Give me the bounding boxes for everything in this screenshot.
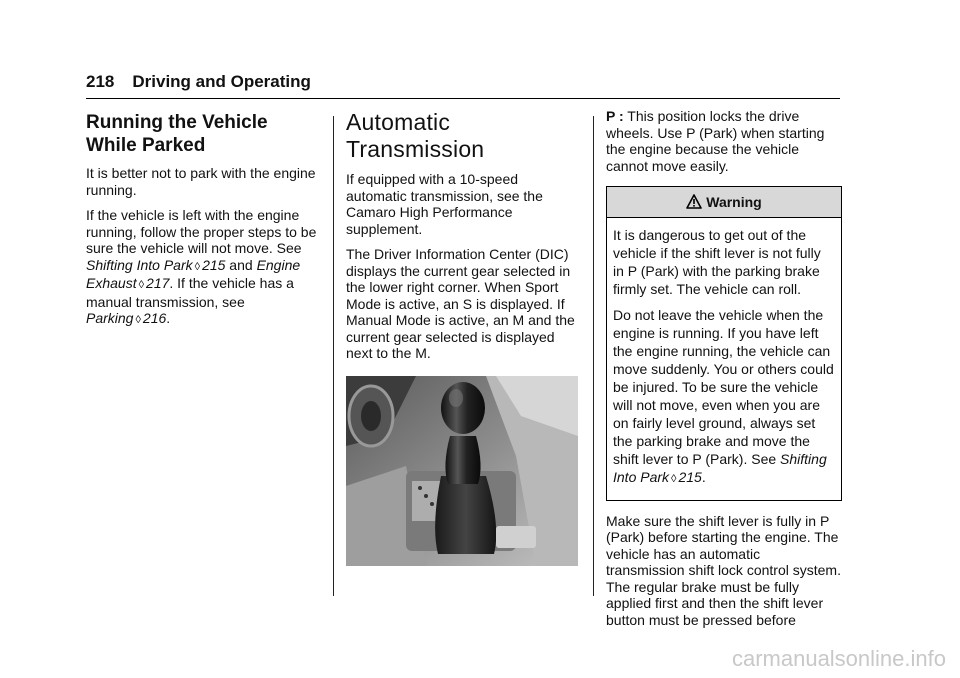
paragraph — [606, 108, 842, 174]
text: This position locks the drive wheels. Use P (Park) when starting the engine because the vehicle cannot move easily. — [606, 108, 825, 174]
paragraph — [86, 207, 322, 329]
column-2 — [346, 108, 582, 566]
text: and — [225, 256, 257, 273]
page-ref-arrow-icon: ◊ — [194, 260, 201, 273]
page-ref-arrow-icon: ◊ — [671, 472, 677, 485]
heading-automatic-transmission: Automatic Transmission — [346, 109, 485, 162]
text: . — [701, 468, 706, 485]
text: Do not leave the vehicle when the engine is running. If you have left the engine running, the vehicle can move suddenly. You or others could be injured. To be sure the vehicle will not move, even when you are on fairly level ground, always set the parking brake and move the shift lever to P (Park). See — [613, 306, 834, 467]
column-divider-1 — [333, 116, 334, 596]
warning-box — [606, 186, 842, 501]
ref-page[interactable]: 216 — [142, 310, 167, 326]
shift-lever-photo — [346, 376, 578, 566]
warning-paragraph — [613, 306, 835, 488]
ref-page[interactable]: 215 — [678, 468, 702, 485]
page-number: 218 — [86, 72, 115, 91]
warning-triangle-icon — [686, 194, 702, 209]
paragraph: It is better not to park with the engine running. — [86, 165, 316, 198]
page-ref-arrow-icon: ◊ — [138, 279, 145, 291]
ref-link-shifting-into-park[interactable]: Shifting Into Park — [86, 256, 193, 273]
ref-page[interactable]: 215 — [202, 256, 226, 273]
warning-paragraph: It is dangerous to get out of the vehicle if the shift lever is not fully in P (Park) with the parking brake firmly set. The vehicle can roll. — [613, 226, 821, 297]
text: . — [166, 310, 171, 326]
paragraph: The Driver Information Center (DIC) displays the current gear selected in the lower right corner. When Sport Mode is active, an S is displayed. If Manual Mode is active, an M and the current gear selected is displayed next to the M. — [346, 246, 575, 361]
text: . If the vehicle has a manual transmission, see — [86, 275, 294, 310]
text: If the vehicle is left with the engine running, follow the proper steps to be sure the vehicle will not move. See — [86, 207, 317, 256]
page-ref-arrow-icon: ◊ — [135, 314, 141, 326]
column-1 — [86, 108, 322, 338]
warning-header — [607, 187, 841, 218]
ref-page[interactable]: 217 — [146, 275, 170, 291]
header-rule — [86, 98, 840, 99]
gear-label-p: P : — [606, 108, 624, 124]
warning-body — [607, 218, 841, 500]
ref-link-parking[interactable]: Parking — [86, 310, 134, 326]
page-header — [86, 72, 311, 92]
watermark: carmanualsonline.info — [731, 646, 946, 671]
paragraph: Make sure the shift lever is fully in P (Park) before starting the engine. The vehicle has an automatic transmission shift lock control system. The regular brake must be fully applied first and then the shift lever button must be pressed before — [606, 512, 841, 628]
section-title: Driving and Operating — [132, 72, 311, 91]
ref-link-engine-exhaust[interactable]: Engine Exhaust — [86, 256, 301, 291]
heading-running-vehicle: Running the Vehicle While Parked — [86, 112, 268, 156]
warning-title: Warning — [706, 194, 762, 210]
paragraph: If equipped with a 10-speed automatic transmission, see the Camaro High Performance supplement. — [346, 171, 543, 237]
column-3 — [606, 108, 842, 637]
column-divider-2 — [593, 116, 594, 596]
ref-link-shifting-into-park[interactable]: Shifting Into Park — [613, 450, 827, 485]
